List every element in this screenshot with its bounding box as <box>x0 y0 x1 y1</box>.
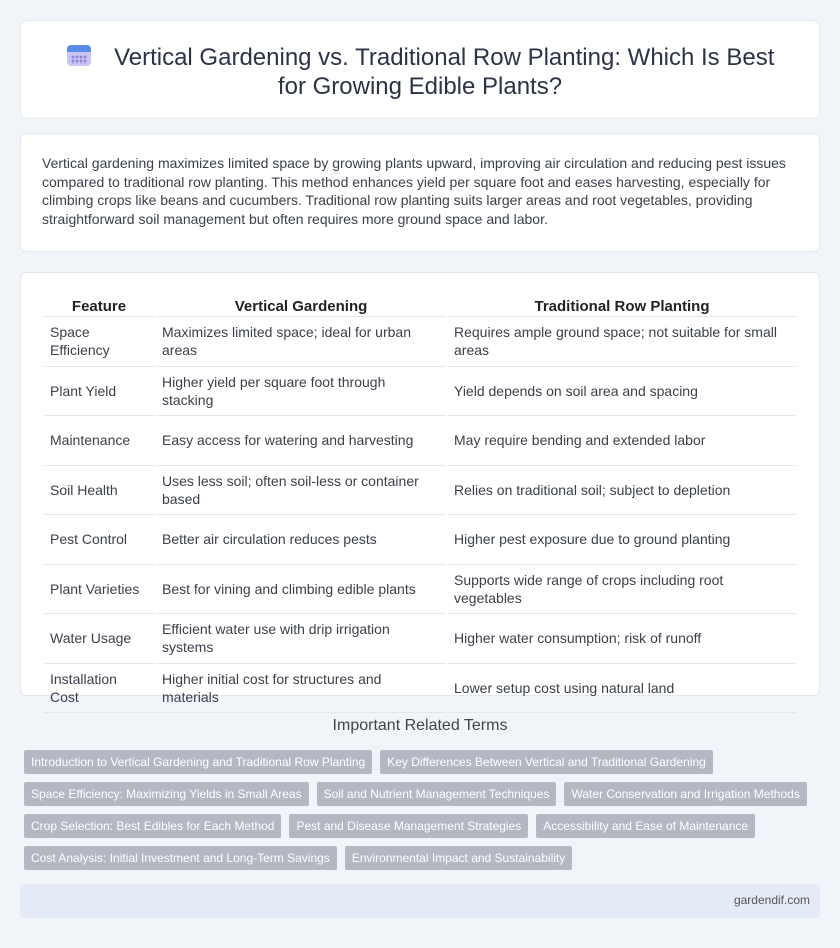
traditional-cell: Higher water consumption; risk of runoff <box>448 614 796 664</box>
related-term-tag[interactable]: Water Conservation and Irrigation Methods <box>564 782 806 806</box>
feature-cell: Installation Cost <box>44 664 154 714</box>
related-terms-heading: Important Related Terms <box>332 717 508 734</box>
table-row <box>44 515 796 565</box>
feature-cell: Pest Control <box>44 515 154 565</box>
page-title: Vertical Gardening vs. Traditional Row Planting: Which Is Best for Growing Edible Plants? <box>114 44 775 100</box>
comparison-table <box>42 295 798 713</box>
table-row <box>44 614 796 664</box>
traditional-cell: Higher pest exposure due to ground planting <box>448 515 796 565</box>
related-term-tag[interactable]: Accessibility and Ease of Maintenance <box>536 814 755 838</box>
header-vertical: Vertical Gardening <box>156 295 446 317</box>
traditional-cell: May require bending and extended labor <box>448 416 796 466</box>
comparison-card <box>20 272 820 705</box>
header-feature: Feature <box>44 295 154 317</box>
related-term-tag[interactable]: Key Differences Between Vertical and Traditional Gardening <box>380 750 713 774</box>
intro-card <box>20 133 820 252</box>
title-wrap <box>61 43 779 101</box>
table-header-row <box>44 295 796 317</box>
related-term-tag[interactable]: Soil and Nutrient Management Techniques <box>317 782 557 806</box>
related-term-tag[interactable]: Space Efficiency: Maximizing Yields in Small Areas <box>24 782 309 806</box>
vertical-cell: Uses less soil; often soil-less or container based <box>156 466 446 516</box>
footer <box>20 884 820 918</box>
tag-row <box>24 750 824 774</box>
table-row <box>44 664 796 714</box>
vertical-cell: Maximizes limited space; ideal for urban areas <box>156 317 446 367</box>
title-card <box>20 20 820 119</box>
table-row <box>44 317 796 367</box>
traditional-cell: Yield depends on soil area and spacing <box>448 367 796 417</box>
feature-cell: Plant Varieties <box>44 565 154 615</box>
related-term-tag[interactable]: Cost Analysis: Initial Investment and Long-Term Savings <box>24 846 337 870</box>
related-term-tag[interactable]: Introduction to Vertical Gardening and Traditional Row Planting <box>24 750 372 774</box>
table-row <box>44 367 796 417</box>
vertical-cell: Easy access for watering and harvesting <box>156 416 446 466</box>
table-row <box>44 466 796 516</box>
traditional-cell: Lower setup cost using natural land <box>448 664 796 714</box>
vertical-cell: Higher yield per square foot through stacking <box>156 367 446 417</box>
feature-cell: Maintenance <box>44 416 154 466</box>
table-row <box>44 565 796 615</box>
vertical-cell: Higher initial cost for structures and materials <box>156 664 446 714</box>
related-term-tag[interactable]: Environmental Impact and Sustainability <box>345 846 572 870</box>
feature-cell: Space Efficiency <box>44 317 154 367</box>
vertical-cell: Efficient water use with drip irrigation systems <box>156 614 446 664</box>
related-term-tag[interactable]: Pest and Disease Management Strategies <box>289 814 528 838</box>
related-term-tag[interactable]: Crop Selection: Best Edibles for Each Method <box>24 814 281 838</box>
calendar-icon <box>66 43 92 67</box>
table-row <box>44 416 796 466</box>
related-terms-list <box>24 750 824 878</box>
site-name[interactable]: gardendif.com <box>733 893 810 907</box>
tag-row <box>24 846 824 870</box>
vertical-cell: Better air circulation reduces pests <box>156 515 446 565</box>
tag-row <box>24 782 824 806</box>
traditional-cell: Requires ample ground space; not suitable for small areas <box>448 317 796 367</box>
traditional-cell: Relies on traditional soil; subject to depletion <box>448 466 796 516</box>
vertical-cell: Best for vining and climbing edible plants <box>156 565 446 615</box>
feature-cell: Soil Health <box>44 466 154 516</box>
tag-row <box>24 814 824 838</box>
header-traditional: Traditional Row Planting <box>448 295 796 317</box>
intro-text: Vertical gardening maximizes limited space by growing plants upward, improving air circulation and reducing pest issues compared to traditional row planting. This method enhances yield per square foot and eases harvesting, especially for climbing crops like beans and cucumbers. Traditional row planting suits larger areas and root vegetables, providing straightforward soil management but often requires more ground space and labor. <box>42 155 786 227</box>
traditional-cell: Supports wide range of crops including root vegetables <box>448 565 796 615</box>
feature-cell: Water Usage <box>44 614 154 664</box>
feature-cell: Plant Yield <box>44 367 154 417</box>
